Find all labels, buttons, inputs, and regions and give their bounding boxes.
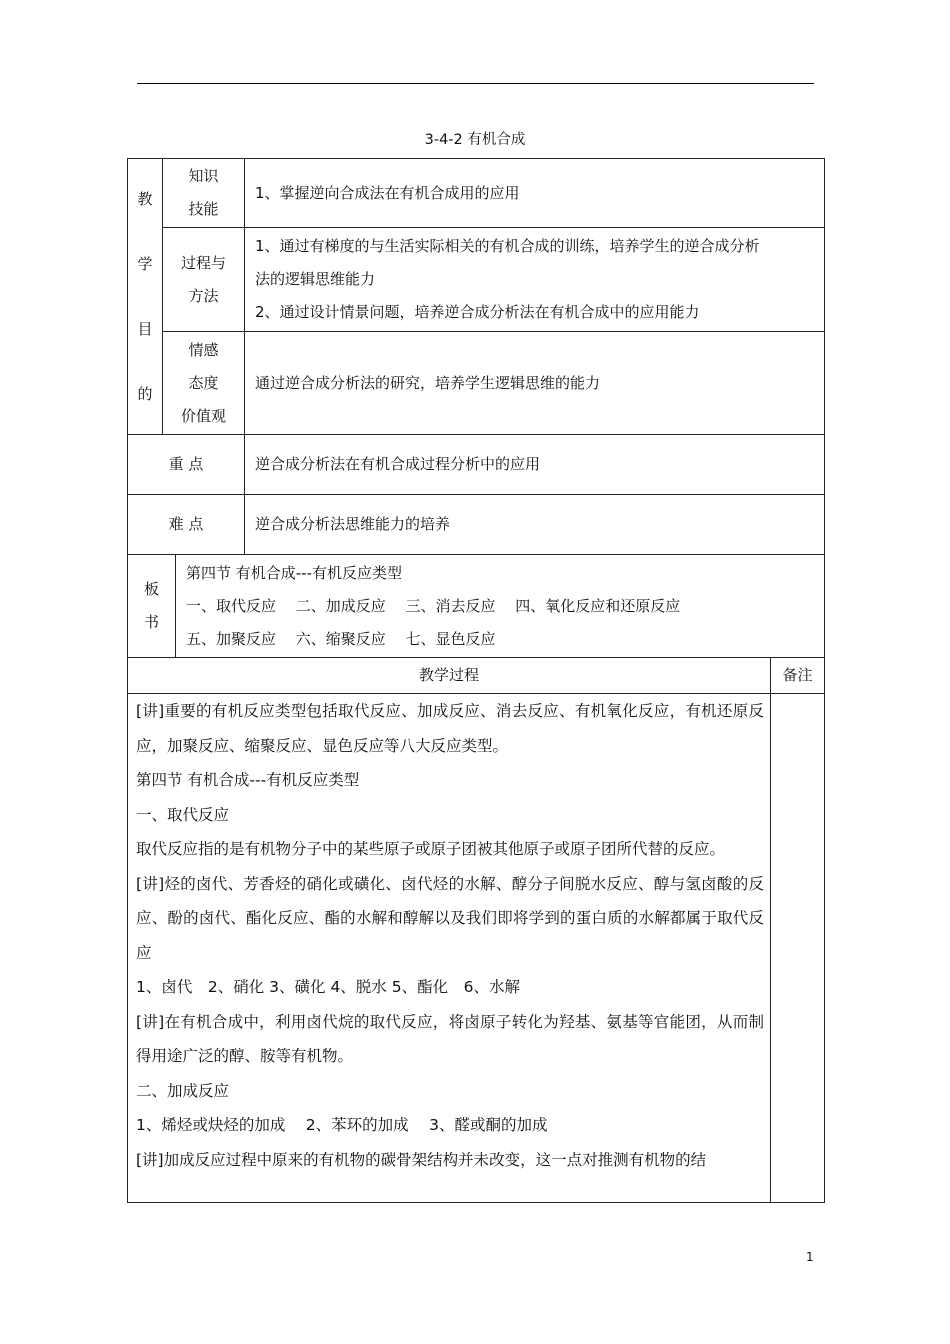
- emotion-attitude-label: 情感 态度 价值观: [163, 332, 245, 435]
- process-paragraph: 二、加成反应: [136, 1081, 230, 1100]
- emotion-attitude-content: 通过逆合成分析法的研究，培养学生逻辑思维的能力: [245, 332, 825, 435]
- process-paragraph: [讲]重要的有机反应类型包括取代反应、加成反应、消去反应、有机氧化反应，有机还原反应，加聚反应、缩聚反应、显色反应等八大反应类型。: [136, 702, 764, 755]
- process-paragraph: [讲]加成反应过程中原来的有机物的碳骨架结构并未改变，这一点对推测有机物的结: [136, 1150, 707, 1169]
- process-paragraph: 取代反应指的是有机物分子中的某些原子或原子团被其他原子或原子团所代替的反应。: [136, 840, 726, 858]
- key-point-content: 逆合成分析法在有机合成过程分析中的应用: [245, 435, 825, 495]
- board-content: 第四节 有机合成---有机反应类型 一、取代反应 二、加成反应 三、消去反应 四、氧化反应和还原反应 五、加聚反应 六、缩聚反应 七、显色反应: [176, 555, 825, 658]
- process-paragraph: 一、取代反应: [136, 805, 230, 824]
- process-paragraph: 第四节 有机合成---有机反应类型: [136, 771, 360, 789]
- teaching-process-table: [127, 657, 825, 1203]
- process-body: [128, 694, 771, 1203]
- process-header: 教学过程: [128, 658, 771, 694]
- difficulty-content: 逆合成分析法思维能力的培养: [245, 495, 825, 555]
- document-title: 3-4-2 有机合成: [424, 132, 526, 148]
- process-method-label: 过程与 方法: [163, 228, 245, 332]
- objectives-table: [127, 158, 825, 658]
- objectives-group-label: 教 学 目 的: [128, 159, 163, 435]
- key-point-label: 重 点: [128, 435, 245, 495]
- notes-header: 备注: [771, 658, 825, 694]
- knowledge-skill-label: 知识 技能: [163, 159, 245, 228]
- difficulty-label: 难 点: [128, 495, 245, 555]
- knowledge-skill-content: 1、掌握逆向合成法在有机合成用的应用: [245, 159, 825, 228]
- process-paragraph: 1、烯烃或炔烃的加成 2、苯环的加成 3、醛或酮的加成: [136, 1116, 548, 1134]
- process-paragraph: [讲]烃的卤代、芳香烃的硝化或磺化、卤代烃的水解、醇分子间脱水反应、醇与氢卤酸的反应、酚的卤代、酯化反应、酯的水解和醇解以及我们即将学到的蛋白质的水解都属于取代反应: [136, 874, 764, 962]
- notes-column: [771, 694, 825, 1203]
- header-rule: [137, 83, 814, 84]
- process-paragraph: 1、卤代 2、硝化 3、磺化 4、脱水 5、酯化 6、水解: [136, 978, 520, 996]
- process-paragraph: [讲]在有机合成中，利用卤代烷的取代反应，将卤原子转化为羟基、氨基等官能团，从而制得用途广泛的醇、胺等有机物。: [136, 1012, 764, 1065]
- board-label: 板 书: [128, 555, 176, 658]
- process-method-content: 1、通过有梯度的与生活实际相关的有机合成的训练，培养学生的逆合成分析 法的逻辑思维能力 2、通过设计情景问题，培养逆合成分析法在有机合成中的应用能力: [245, 228, 825, 332]
- page-number: 1: [806, 1250, 814, 1264]
